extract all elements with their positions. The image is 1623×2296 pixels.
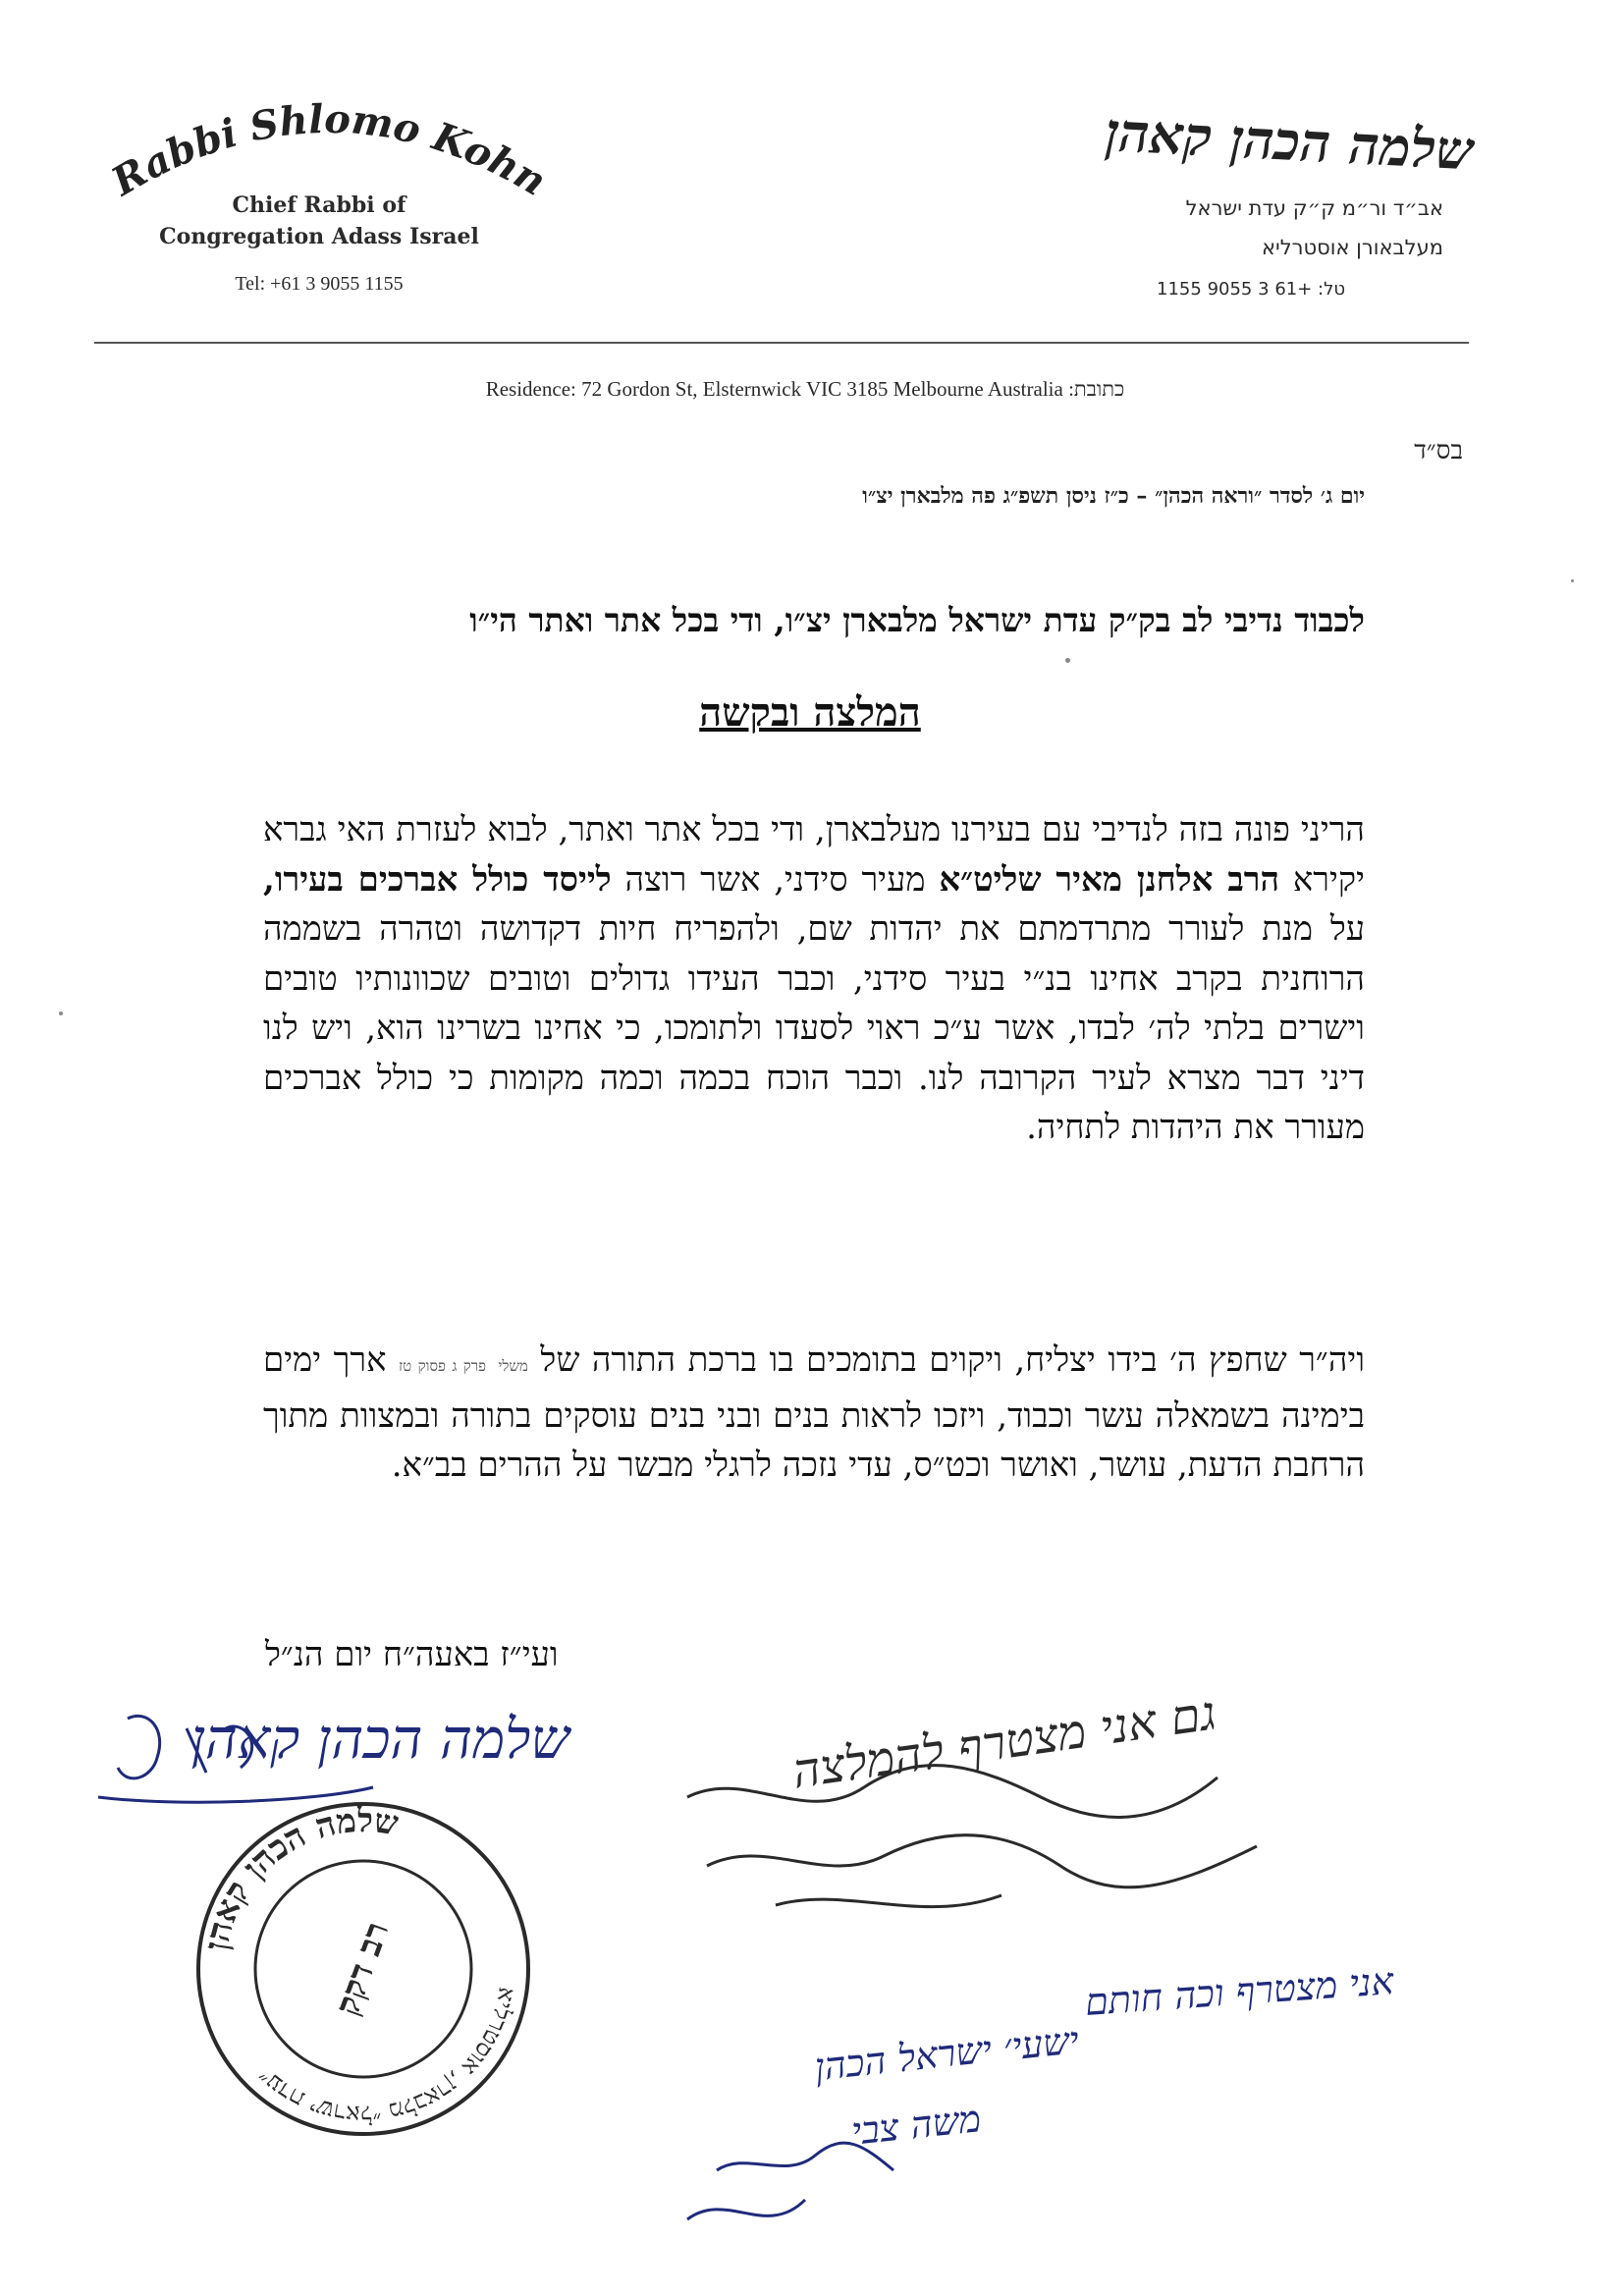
para1-bold-kollel: לייסד כולל אברכים בעירו,: [263, 859, 612, 900]
svg-text:״עדת ישראל״ מלבארן, אוסטרליא: [252, 1986, 521, 2129]
para2-text-b: ארך ימים בימינה בשמאלה עשר וכבוד, ויזכו לראות בנים ובני בנים עוסקים בתורה ובמצוות מתוך הרחבת הדעת, עושר, ואושר וכט״ס, עדי נזכה לרגלי מבשר על ההרים בב״א.: [263, 1340, 1365, 1485]
stamp-inner-text: רב דקק: [327, 1916, 398, 2021]
letter-title: המלצה ובקשה: [699, 689, 921, 736]
svg-text:Rabbi Shlomo Kohn: [103, 98, 554, 205]
residence-address: Residence: 72 Gordon St, Elsternwick VIC 3185 Melbourne Australia :כתובת: [485, 377, 1125, 401]
handwritten-endorsement: [628, 1660, 1316, 1954]
hebrew-name-logo: שלמה הכהן קאהן: [1104, 99, 1476, 183]
date-line: יום ג׳ לסדר ״וראה הכהן״ – כ״ז ניסן תשפ״ג פה מלבארן יצ״ו: [862, 483, 1365, 509]
body-paragraph-2: [263, 1336, 1365, 1491]
english-name-text: Rabbi Shlomo Kohn: [103, 98, 555, 205]
scan-speck: [59, 1011, 63, 1015]
hebrew-telephone: טל: +61 3 9055 1155: [1157, 279, 1345, 300]
body-paragraph-1: [263, 805, 1365, 1153]
handwritten-note-blue: [491, 1944, 1434, 2259]
closing-line: ועי״ז באעה״ח יום הנ״ל: [265, 1635, 559, 1674]
addressee-line: לכבוד נדיבי לב בק״ק עדת ישראל מלבארן יצ״ו, ודי בכל אתר ואתר הי״ו: [469, 601, 1365, 639]
scan-speck: [1571, 579, 1574, 582]
stamp-ring-text: ״עדת ישראל״ מלבארן, אוסטרליא: [251, 1985, 521, 2129]
hebrew-city: מעלבאורן אוסטרליא: [1261, 236, 1443, 259]
source-note-verse: פרק ג פסוק טז: [398, 1357, 486, 1375]
letterhead-divider: [94, 342, 1469, 344]
english-congregation: Congregation Adass Israel: [159, 224, 479, 249]
para1-text-a: הריני פונה בזה לנדיבי עם בעירנו מעלבארן, ודי בכל אתר ואתר, לבוא לעזרת האי גברא יקירא: [263, 810, 1366, 900]
english-name-logo: [103, 98, 555, 206]
para1-bold-name: הרב אלחנן מאיר שליט״א: [939, 859, 1280, 900]
bsd-header: בס״ד: [1414, 436, 1463, 465]
note-line-3: משה צבי: [849, 2097, 983, 2154]
source-note-mishlei: משלי: [498, 1357, 528, 1375]
endorsement-line: גם אני מצטרף להמלצה: [788, 1685, 1219, 1800]
para1-text-c: מעיר סידני, אשר רוצה: [611, 859, 940, 900]
para2-text-a: ויה״ר שחפץ ה׳ בידו יצליח, ויקוים בתומכים בו ברכת התורה של: [527, 1340, 1366, 1380]
scan-speck: [1065, 658, 1070, 663]
note-line-1: אני מצטרף וכה חותם: [1083, 1959, 1395, 2024]
signature-text: שלמה הכהן קאהן: [190, 1708, 569, 1772]
hebrew-title: אב״ד ור״מ ק״ק עדת ישראל: [1185, 196, 1443, 220]
stamp-outer-text: שלמה הכהן קאהן: [196, 1800, 402, 1953]
english-telephone: Tel: +61 3 9055 1155: [235, 273, 404, 295]
para1-text-e: על מנת לעורר מתרדמתם את יהדות שם, ולהפריח חיות דקדושה וטהרה בשממה הרוחנית בקרב אחינו בנ״י בעיר סידני, וכבר העידו גדולים וטובים שכוונותיו טובים וישרים בלתי לה׳ לבדו, אשר ע״כ ראוי לסעדו ולתומכו, כי אחינו בשרינו הוא, ויש לנו דיני דבר מצרא לעיר הקרובה לנו. וכבר הוכח בכמה וכמה מקומות כי כולל אברכים מעורר את היהדות לתחיה.: [263, 909, 1365, 1147]
english-title: Chief Rabbi of: [232, 192, 406, 218]
note-line-2: ישעי׳ ישראל הכהן: [812, 2018, 1081, 2090]
